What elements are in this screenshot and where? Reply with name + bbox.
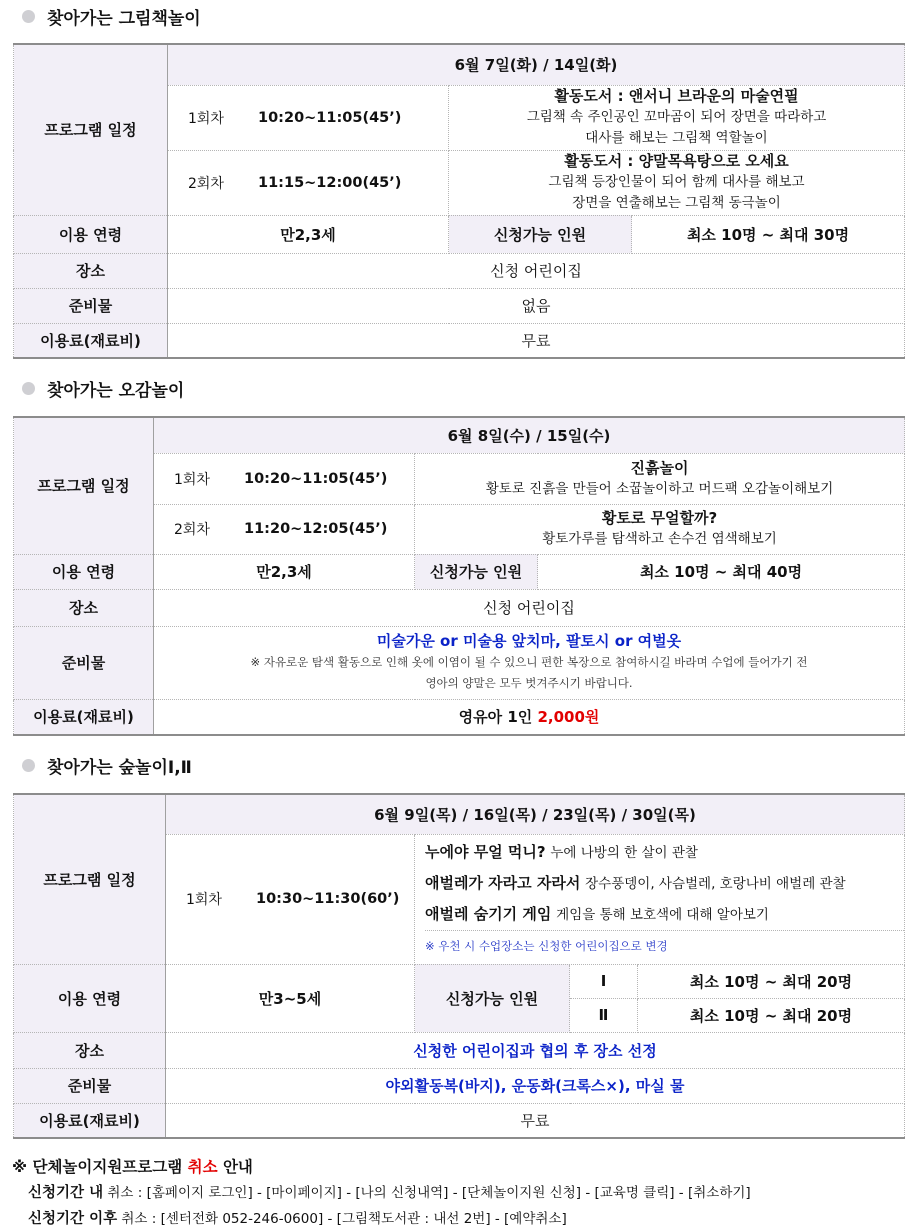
- bullet-icon: [22, 759, 35, 772]
- activity-item: 누에야 무얼 먹니? 누에 나방의 한 살이 관찰: [425, 843, 698, 861]
- capacity-value: 최소 10명 ~ 최대 20명: [638, 998, 905, 1032]
- schedule-date: 6월 7일(화) / 14일(화): [168, 44, 905, 85]
- bullet-icon: [22, 10, 35, 23]
- place-value: 신청 어린이집: [154, 589, 905, 626]
- age-value: 만2,3세: [168, 215, 449, 253]
- schedule-label: 프로그램 일정: [14, 794, 166, 964]
- fee-value: 영유아 1인 2,000원: [154, 699, 905, 735]
- activity-cell: 진흙놀이 황토로 진흙을 만들어 소꿉놀이하고 머드팩 오감놀이해보기: [415, 453, 905, 504]
- section2-title: 찾아가는 오감놀이: [22, 376, 184, 401]
- capacity-label: 신청가능 인원: [415, 554, 538, 589]
- prep-value: 미술가운 or 미술용 앞치마, 팔토시 or 여벌옷 ※ 자유로운 탐색 활동으로 인해 옷에 이염이 될 수 있으니 편한 복장으로 참여하시길 바라며 수업에 들어가기 전 영아의 양말은 모두 벗겨주시기 바랍니다.: [154, 626, 905, 699]
- age-label: 이용 연령: [14, 964, 166, 1032]
- schedule-label: 프로그램 일정: [14, 417, 154, 554]
- place-label: 장소: [14, 253, 168, 288]
- capacity-value: 최소 10명 ~ 최대 40명: [538, 554, 905, 589]
- fee-label: 이용료(재료비): [14, 1103, 166, 1138]
- prep-value: 없음: [168, 288, 905, 323]
- round-cell: 2회차 11:20~12:05(45’): [154, 504, 415, 554]
- activity-item: 애벌레가 자라고 자라서 장수풍뎅이, 사슴벌레, 호랑나비 애벌레 관찰: [425, 874, 846, 892]
- fee-label: 이용료(재료비): [14, 699, 154, 735]
- place-label: 장소: [14, 1032, 166, 1068]
- schedule-label: 프로그램 일정: [14, 44, 168, 215]
- schedule-date: 6월 8일(수) / 15일(수): [154, 417, 905, 453]
- section3-title: 찾아가는 숲놀이Ⅰ,Ⅱ: [22, 753, 192, 778]
- age-value: 만3~5세: [166, 964, 415, 1032]
- prep-label: 준비물: [14, 626, 154, 699]
- section1-title: 찾아가는 그림책놀이: [22, 4, 201, 29]
- capacity-label: 신청가능 인원: [449, 215, 632, 253]
- prep-label: 준비물: [14, 1068, 166, 1103]
- activity-cell: 활동도서 : 양말목욕탕으로 오세요 그림책 등장인물이 되어 함께 대사를 해보고 장면을 연출해보는 그림책 동극놀이: [449, 150, 905, 215]
- notice-line2: 신청기간 이후 취소 : [센터전화 052-246-0600] - [그림책도서관 : 내선 2번] - [예약취소]: [28, 1211, 567, 1227]
- section2-table: [13, 416, 905, 736]
- notice-title: ※ 단체놀이지원프로그램 취소 안내: [12, 1158, 253, 1176]
- fee-value: 무료: [168, 323, 905, 358]
- age-value: 만2,3세: [154, 554, 415, 589]
- fee-label: 이용료(재료비): [14, 323, 168, 358]
- activity-item: 애벌레 숨기기 게임 게임을 통해 보호색에 대해 알아보기: [425, 905, 769, 923]
- round-cell: 1회차 10:30~11:30(60’): [166, 834, 415, 964]
- capacity-label: 신청가능 인원: [415, 964, 570, 1032]
- schedule-date: 6월 9일(목) / 16일(목) / 23일(목) / 30일(목): [166, 794, 905, 834]
- prep-label: 준비물: [14, 288, 168, 323]
- activity-cell: [415, 834, 905, 964]
- place-value: 신청한 어린이집과 협의 후 장소 선정: [166, 1032, 905, 1068]
- round-cell: 1회차 10:20~11:05(45’): [168, 85, 449, 150]
- section3-table: [13, 793, 905, 1139]
- notice-line1: 신청기간 내 취소 : [홈페이지 로그인] - [마이페이지] - [나의 신청내역] - [단체놀이지원 신청] - [교육명 클릭] - [취소하기]: [28, 1185, 751, 1201]
- bullet-icon: [22, 382, 35, 395]
- age-label: 이용 연령: [14, 215, 168, 253]
- round-cell: 2회차 11:15~12:00(45’): [168, 150, 449, 215]
- capacity-value: 최소 10명 ~ 최대 30명: [632, 215, 905, 253]
- level-label: Ⅰ: [570, 964, 638, 998]
- cancel-notice: [12, 1154, 751, 1232]
- round-cell: 1회차 10:20~11:05(45’): [154, 453, 415, 504]
- capacity-value: 최소 10명 ~ 최대 20명: [638, 964, 905, 998]
- fee-value: 무료: [166, 1103, 905, 1138]
- activity-cell: 활동도서 : 앤서니 브라운의 마술연필 그림책 속 주인공인 꼬마곰이 되어 장면을 따라하고 대사를 해보는 그림책 역할놀이: [449, 85, 905, 150]
- activity-cell: 황토로 무얼할까? 황토가루를 탐색하고 손수건 염색해보기: [415, 504, 905, 554]
- prep-value: 야외활동복(바지), 운동화(크록스×), 마실 물: [166, 1068, 905, 1103]
- section1-table: [13, 43, 905, 359]
- level-label: Ⅱ: [570, 998, 638, 1032]
- place-label: 장소: [14, 589, 154, 626]
- place-value: 신청 어린이집: [168, 253, 905, 288]
- rain-note: ※ 우천 시 수업장소는 신청한 어린이집으로 변경: [425, 930, 904, 961]
- age-label: 이용 연령: [14, 554, 154, 589]
